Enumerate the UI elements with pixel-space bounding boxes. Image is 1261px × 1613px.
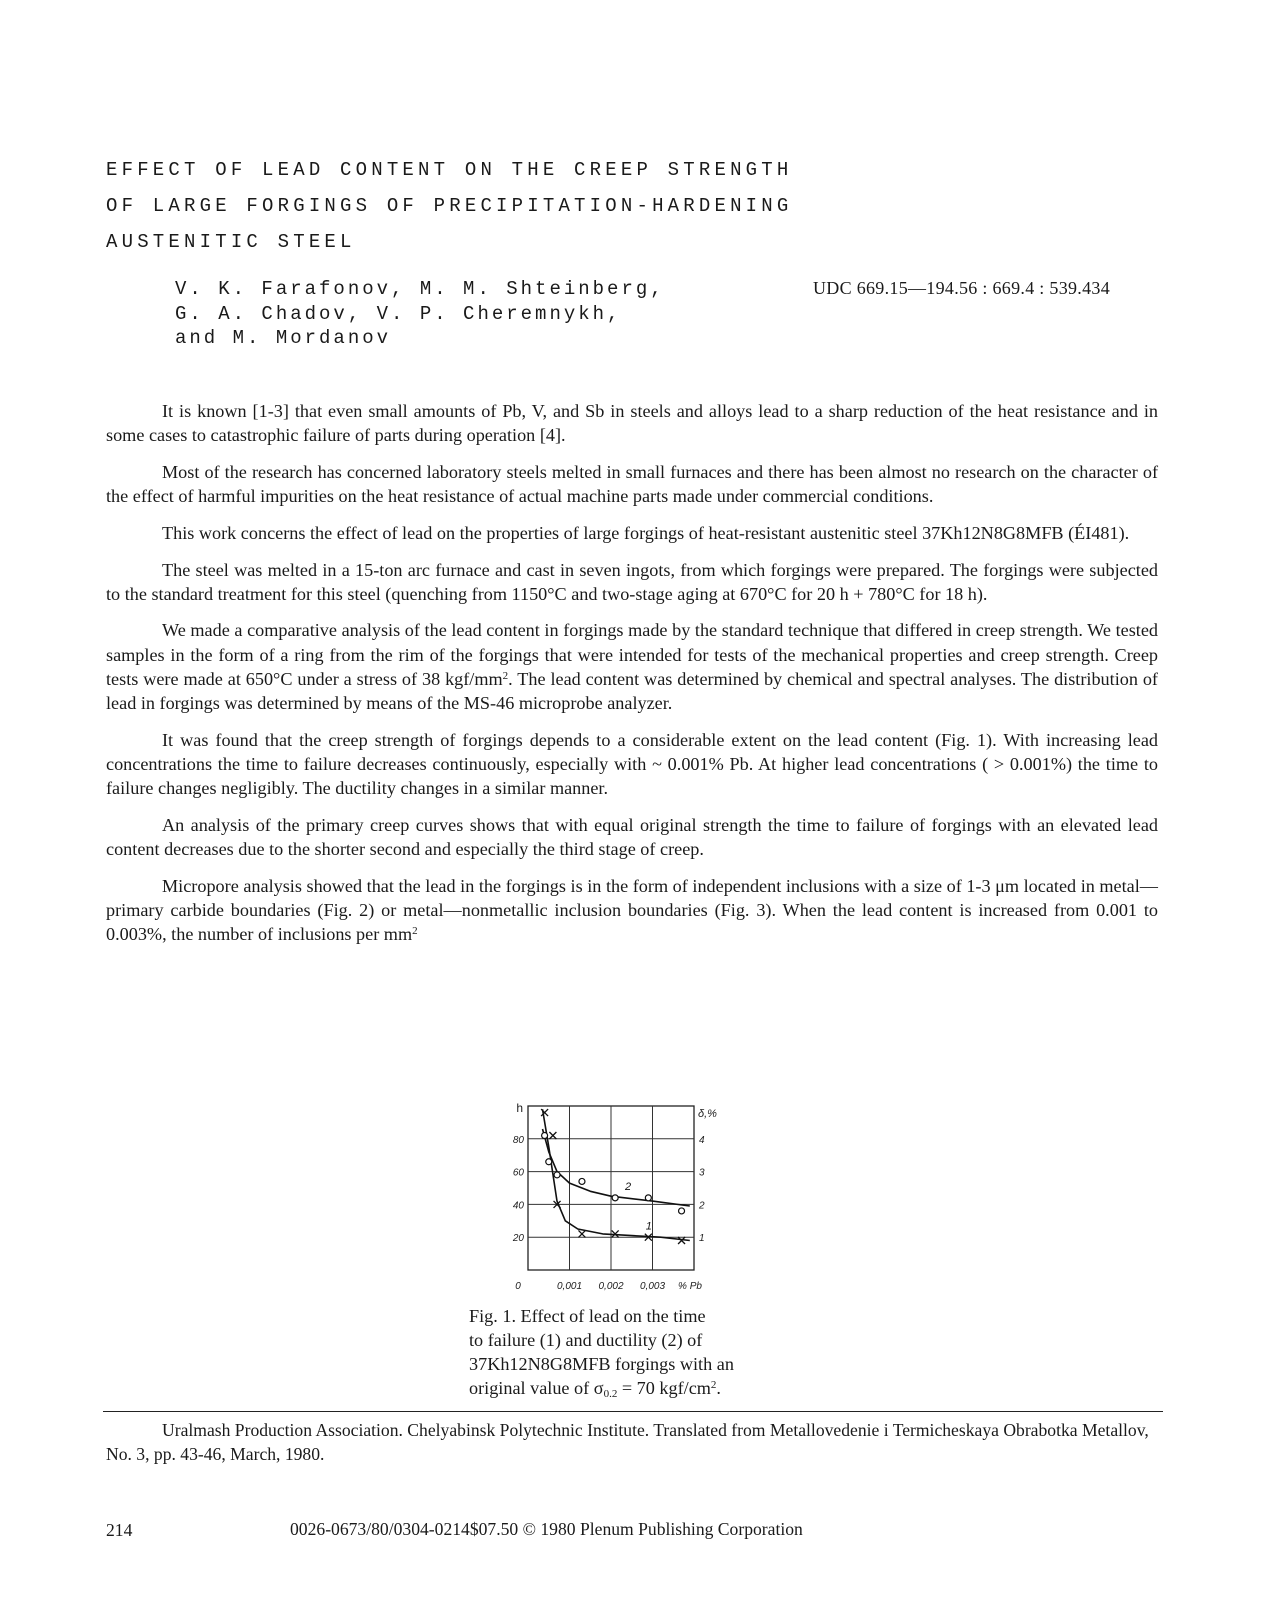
y-left-tick-label: 80	[512, 1134, 524, 1146]
x-axis-label: % Pb	[678, 1281, 702, 1292]
figure-1-caption	[469, 1304, 799, 1400]
series-2-point	[579, 1178, 585, 1184]
paragraph-4: The steel was melted in a 15-ton arc furnace and cast in seven ingots, from which forgings were prepared. The forgings were subjected to the standard treatment for this steel (quenching from 1150°C and two-stage aging at 670°C for 20 h + 780°C for 18 h).	[106, 559, 1158, 604]
series-2-label: 2	[625, 1181, 632, 1194]
caption-line-4	[469, 1376, 799, 1400]
figure-1-chart	[502, 1100, 742, 1300]
caption-subscript: 0.2	[603, 1388, 618, 1400]
series-1-line	[543, 1109, 690, 1240]
authors-line-2: G. A. Chadov, V. P. Cheremnykh,	[175, 302, 622, 325]
series-2-point	[645, 1195, 651, 1201]
y-right-axis-label: δ,%	[698, 1108, 717, 1120]
x-tick-label: 0,002	[598, 1281, 624, 1292]
series-1-label: 1	[645, 1220, 652, 1233]
y-right-tick-label: 4	[699, 1134, 705, 1146]
paragraph-3: This work concerns the effect of lead on the properties of large forgings of heat-resistant austenitic steel 37Kh12N8G8MFB (ÉI481).	[162, 522, 1130, 543]
caption-line-3: 37Kh12N8G8MFB forgings with an	[469, 1354, 734, 1374]
series-1-point	[578, 1230, 585, 1237]
paragraph-5-text-b: . The lead content was determined by chemical and spectral analyses. The distribution of lead in forgings was determined by means of the MS-46 microprobe analyzer.	[106, 668, 1158, 714]
caption-line-1: Fig. 1. Effect of lead on the time	[469, 1306, 706, 1326]
copyright-line: 0026-0673/80/0304-0214$07.50 © 1980 Plenum Publishing Corporation	[290, 1519, 803, 1539]
x-tick-label: 0,003	[639, 1281, 666, 1292]
paragraph-2: Most of the research has concerned laboratory steels melted in small furnaces and there has been almost no research on the character of the effect of harmful impurities on the heat resistance of actual machine parts made under commercial conditions.	[106, 461, 1158, 507]
paragraph-8-text: Micropore analysis showed that the lead in the forgings is in the form of independent inclusions with a size of 1-3 μm located in metal—primary carbide boundaries (Fig. 2) or metal—nonmetallic inclusion boundaries (Fig. 3). When the lead content is increased from 0.001 to 0.003%, the number of inclusions per mm	[106, 875, 1158, 945]
udc-code: UDC 669.15—194.56 : 669.4 : 539.434	[813, 278, 1111, 298]
caption-line-4-text-c: .	[716, 1378, 721, 1398]
series-1-point	[549, 1132, 556, 1139]
series-1-point	[541, 1109, 548, 1116]
series-2-point	[542, 1133, 548, 1139]
y-right-tick-label: 1	[699, 1233, 705, 1245]
page-number: 214	[106, 1520, 133, 1540]
y-left-tick-label: 60	[512, 1167, 524, 1179]
y-left-tick-label: 40	[512, 1200, 524, 1212]
y-right-tick-label: 3	[699, 1167, 705, 1179]
y-left-axis-label: h	[516, 1101, 523, 1115]
paragraph-8	[106, 874, 1158, 947]
authors-line-3: and M. Mordanov	[175, 327, 392, 349]
title-line-1: EFFECT OF LEAD CONTENT ON THE CREEP STRENGTH	[106, 159, 793, 181]
x-tick-label: 0,001	[556, 1281, 583, 1292]
footnote-divider	[103, 1411, 1163, 1412]
paragraph-7: An analysis of the primary creep curves shows that with equal original strength the time to failure of forgings with an elevated lead content decreases due to the shorter second and especially the third stage of creep.	[106, 814, 1158, 860]
title-line-3: AUSTENITIC STEEL	[106, 231, 356, 253]
paragraph-5-text-a: We made a comparative analysis of the lead content in forgings made by the standard technique that differed in creep strength. We tested samples in the form of a ring from the rim of the forgings that were intended for tests of the mechanical properties and creep strength. Creep tests were made at 650°C under a stress of 38 kgf/mm	[106, 620, 1158, 689]
series-2-point	[546, 1159, 552, 1165]
x-tick-label: 0	[515, 1281, 521, 1292]
paragraph-5-superscript: 2	[502, 669, 509, 682]
series-2-point	[679, 1208, 685, 1214]
paragraph-6: It was found that the creep strength of forgings depends to a considerable extent on the lead content (Fig. 1). With increasing lead concentrations the time to failure decreases continuously, especially with ~ 0.001% Pb. At higher lead concentrations ( > 0.001%) the time to failure changes negligibly. The ductility changes in a similar manner.	[106, 729, 1158, 799]
affiliation-note: Uralmash Production Association. Chelyabinsk Polytechnic Institute. Translated from Metallovedenie i Termicheskaya Obrabotka Metallov, No. 3, pp. 43-46, March, 1980.	[106, 1420, 1149, 1464]
article-title	[106, 152, 906, 260]
series-2-point	[554, 1172, 560, 1178]
y-right-tick-label: 2	[699, 1200, 705, 1212]
article-body	[106, 399, 1158, 959]
caption-line-2: to failure (1) and ductility (2) of	[469, 1330, 703, 1350]
caption-line-4-text-b: = 70 kgf/cm	[617, 1378, 711, 1398]
paragraph-8-superscript: 2	[412, 925, 418, 938]
paragraph-1: It is known [1-3] that even small amounts of Pb, V, and Sb in steels and alloys lead to a sharp reduction of the heat resistance and in some cases to catastrophic failure of parts during operation [4].	[106, 401, 1158, 446]
series-2-point	[612, 1195, 618, 1201]
author-list	[175, 277, 665, 351]
y-left-tick-label: 20	[512, 1233, 524, 1245]
title-line-2: OF LARGE FORGINGS OF PRECIPITATION-HARDENING	[106, 195, 793, 217]
caption-superscript: 2	[710, 1379, 717, 1391]
caption-line-4-text-a: original value of σ	[469, 1378, 604, 1398]
paragraph-5	[106, 618, 1158, 715]
authors-line-1: V. K. Farafonov, M. M. Shteinberg,	[175, 278, 665, 300]
